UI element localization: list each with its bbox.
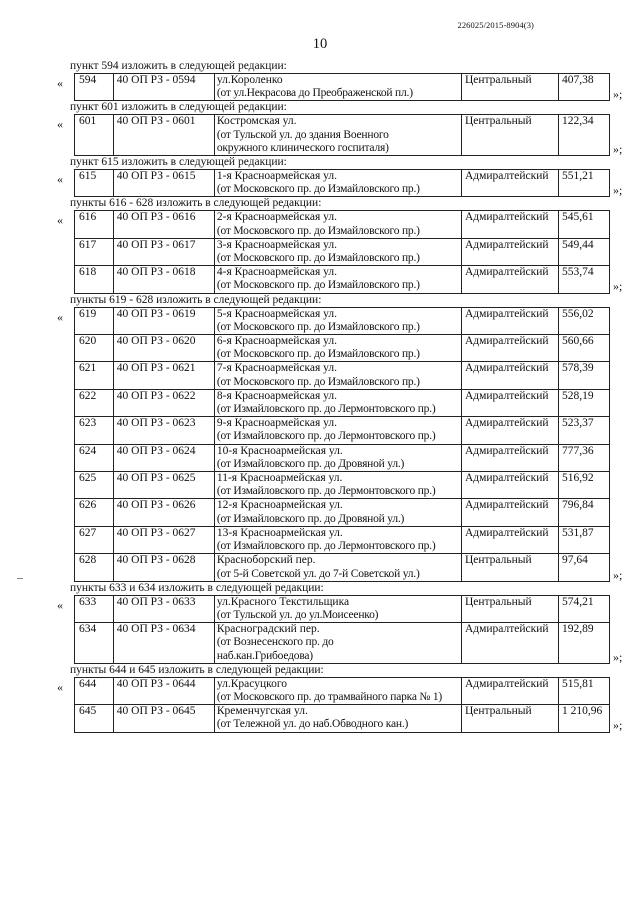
street-cell	[214, 335, 461, 362]
amendment-intro: пункты 616 - 628 изложить в следующей редакции:	[70, 197, 322, 210]
length-cell: 1 210,96	[558, 705, 609, 732]
item-number-cell: 628	[75, 554, 114, 581]
table-row	[75, 472, 610, 499]
road-code-cell: 40 ОП РЗ - 0594	[113, 74, 214, 101]
road-code-cell: 40 ОП РЗ - 0623	[113, 417, 214, 444]
document-body	[57, 60, 623, 733]
street-cell	[214, 472, 461, 499]
street-name: 7-я Красноармейская ул.	[216, 362, 338, 375]
length-cell: 516,92	[558, 472, 609, 499]
roads-table	[74, 595, 610, 664]
district-cell: Адмиралтейский	[461, 389, 558, 416]
roads-table	[74, 73, 610, 101]
close-quote: »;	[613, 279, 623, 294]
table-row	[75, 677, 610, 704]
road-code-cell: 40 ОП РЗ - 0644	[113, 677, 214, 704]
margin-mark	[17, 578, 23, 579]
district-cell: Адмиралтейский	[461, 307, 558, 334]
document-number: 226025/2015-8904(3)	[457, 20, 534, 30]
district-cell: Центральный	[461, 705, 558, 732]
road-code-cell: 40 ОП РЗ - 0626	[113, 499, 214, 526]
road-code-cell: 40 ОП РЗ - 0625	[113, 472, 214, 499]
street-segment: (от Измайловского пр. до Лермонтовского пр.)	[216, 430, 436, 443]
amendment-intro: пункт 601 изложить в следующей редакции:	[70, 101, 287, 114]
street-cell	[214, 444, 461, 471]
amendment-intro: пункты 644 и 645 изложить в следующей редакции:	[70, 663, 324, 676]
item-number-cell: 621	[75, 362, 114, 389]
road-code-cell: 40 ОП РЗ - 0621	[113, 362, 214, 389]
street-segment: (от Измайловского пр. до Лермонтовского пр.)	[216, 485, 436, 498]
length-cell: 574,21	[558, 595, 609, 622]
open-quote: «	[57, 172, 63, 187]
amendment-block	[57, 114, 623, 156]
street-cell	[214, 266, 461, 293]
district-cell: Центральный	[461, 115, 558, 156]
street-name: ул.Красного Текстильщика	[216, 595, 350, 608]
amendment-block	[57, 169, 623, 198]
amendment-block	[57, 307, 623, 582]
street-name: ул.Короленко	[216, 74, 283, 86]
street-name: 13-я Красноармейская ул.	[216, 526, 343, 539]
close-quote: »;	[613, 183, 623, 198]
street-cell	[214, 526, 461, 553]
street-segment: окружного клинического госпиталя)	[216, 141, 389, 154]
street-name: 8-я Красноармейская ул.	[216, 389, 338, 402]
table-row	[75, 417, 610, 444]
street-name: ул.Красуцкого	[216, 677, 288, 690]
item-number-cell: 624	[75, 444, 114, 471]
amendment-intro: пункты 619 - 628 изложить в следующей редакции:	[70, 293, 322, 306]
district-cell: Адмиралтейский	[461, 238, 558, 265]
item-number-cell: 619	[75, 307, 114, 334]
district-cell: Адмиралтейский	[461, 362, 558, 389]
street-cell	[214, 705, 461, 732]
street-segment: (от Московского пр. до Измайловского пр.)	[216, 348, 420, 361]
street-cell	[214, 595, 461, 622]
open-quote: «	[57, 213, 63, 228]
street-segment: (от 5-й Советской ул. до 7-й Советской ул.)	[216, 567, 420, 580]
street-name: Костромская ул.	[216, 115, 297, 128]
district-cell: Адмиралтейский	[461, 266, 558, 293]
table-row	[75, 74, 610, 101]
table-row	[75, 554, 610, 581]
road-code-cell: 40 ОП РЗ - 0617	[113, 238, 214, 265]
street-cell	[214, 170, 461, 197]
district-cell: Адмиралтейский	[461, 417, 558, 444]
table-row	[75, 362, 610, 389]
road-code-cell: 40 ОП РЗ - 0619	[113, 307, 214, 334]
length-cell: 556,02	[558, 307, 609, 334]
district-cell: Адмиралтейский	[461, 526, 558, 553]
item-number-cell: 622	[75, 389, 114, 416]
street-segment: (от Тульской ул. до ул.Моисеенко)	[216, 608, 379, 621]
length-cell: 192,89	[558, 623, 609, 664]
length-cell: 528,19	[558, 389, 609, 416]
close-quote: »;	[613, 718, 623, 733]
street-cell	[214, 389, 461, 416]
length-cell: 515,81	[558, 677, 609, 704]
street-segment: (от ул.Некрасова до Преображенской пл.)	[216, 87, 413, 100]
item-number-cell: 644	[75, 677, 114, 704]
length-cell: 796,84	[558, 499, 609, 526]
roads-table	[74, 169, 610, 197]
table-row	[75, 444, 610, 471]
length-cell: 553,74	[558, 266, 609, 293]
length-cell: 777,36	[558, 444, 609, 471]
road-code-cell: 40 ОП РЗ - 0633	[113, 595, 214, 622]
item-number-cell: 620	[75, 335, 114, 362]
roads-table	[74, 677, 610, 733]
item-number-cell: 617	[75, 238, 114, 265]
roads-table	[74, 307, 610, 582]
street-cell	[214, 115, 461, 156]
item-number-cell: 627	[75, 526, 114, 553]
street-segment: (от Московского пр. до Измайловского пр.)	[216, 320, 420, 333]
district-cell: Центральный	[461, 595, 558, 622]
road-code-cell: 40 ОП РЗ - 0620	[113, 335, 214, 362]
table-row	[75, 266, 610, 293]
open-quote: «	[57, 309, 63, 324]
street-name: 2-я Красноармейская ул.	[216, 211, 338, 224]
length-cell: 560,66	[558, 335, 609, 362]
item-number-cell: 623	[75, 417, 114, 444]
street-segment: (от Измайловского пр. до Лермонтовского пр.)	[216, 403, 436, 416]
item-number-cell: 601	[75, 115, 114, 156]
close-quote: »;	[613, 141, 623, 156]
item-number-cell: 615	[75, 170, 114, 197]
length-cell: 531,87	[558, 526, 609, 553]
table-row	[75, 115, 610, 156]
table-row	[75, 705, 610, 732]
district-cell: Адмиралтейский	[461, 677, 558, 704]
district-cell: Адмиралтейский	[461, 623, 558, 664]
road-code-cell: 40 ОП РЗ - 0627	[113, 526, 214, 553]
street-name: 10-я Красноармейская ул.	[216, 444, 343, 457]
roads-table	[74, 210, 610, 293]
street-segment: (от Тележной ул. до наб.Обводного кан.)	[216, 718, 409, 731]
street-name: 5-я Красноармейская ул.	[216, 307, 338, 320]
district-cell: Адмиралтейский	[461, 335, 558, 362]
item-number-cell: 626	[75, 499, 114, 526]
item-number-cell: 616	[75, 211, 114, 238]
district-cell: Центральный	[461, 554, 558, 581]
road-code-cell: 40 ОП РЗ - 0616	[113, 211, 214, 238]
table-row	[75, 499, 610, 526]
open-quote: «	[57, 76, 63, 90]
length-cell: 122,34	[558, 115, 609, 156]
street-cell	[214, 677, 461, 704]
street-cell	[214, 554, 461, 581]
amendment-intro: пункт 594 изложить в следующей редакции:	[70, 60, 287, 72]
table-row	[75, 389, 610, 416]
item-number-cell: 633	[75, 595, 114, 622]
length-cell: 407,38	[558, 74, 609, 101]
amendment-block	[57, 595, 623, 664]
close-quote: »;	[613, 87, 623, 102]
item-number-cell: 645	[75, 705, 114, 732]
street-segment: (от Московского пр. до Измайловского пр.)	[216, 252, 420, 265]
street-cell	[214, 74, 461, 101]
street-name: Кременчугская ул.	[216, 705, 308, 718]
street-cell	[214, 307, 461, 334]
table-row	[75, 526, 610, 553]
street-segment: (от Измайловского пр. до Дровяной ул.)	[216, 457, 405, 470]
street-name: Красноборский пер.	[216, 554, 316, 567]
street-segment: (от Московского пр. до Измайловского пр.)	[216, 375, 420, 388]
road-code-cell: 40 ОП РЗ - 0618	[113, 266, 214, 293]
amendment-block	[57, 677, 623, 733]
street-segment: (от Вознесенского пр. до	[216, 636, 334, 649]
table-row	[75, 211, 610, 238]
street-segment: (от Московского пр. до трамвайного парка № 1)	[216, 690, 443, 703]
item-number-cell: 618	[75, 266, 114, 293]
district-cell: Адмиралтейский	[461, 499, 558, 526]
street-segment: наб.кан.Грибоедова)	[216, 649, 313, 662]
street-name: 1-я Красноармейская ул.	[216, 170, 338, 183]
table-row	[75, 335, 610, 362]
close-quote: »;	[613, 649, 623, 664]
district-cell: Адмиралтейский	[461, 472, 558, 499]
table-row	[75, 238, 610, 265]
open-quote: «	[57, 117, 63, 132]
street-name: 12-я Красноармейская ул.	[216, 499, 343, 512]
length-cell: 549,44	[558, 238, 609, 265]
street-segment: (от Московского пр. до Измайловского пр.)	[216, 279, 420, 292]
road-code-cell: 40 ОП РЗ - 0624	[113, 444, 214, 471]
page-number: 10	[312, 36, 328, 52]
street-cell	[214, 417, 461, 444]
length-cell: 523,37	[558, 417, 609, 444]
street-cell	[214, 211, 461, 238]
street-name: 11-я Красноармейская ул.	[216, 472, 343, 485]
item-number-cell: 634	[75, 623, 114, 664]
street-name: 3-я Красноармейская ул.	[216, 238, 338, 251]
open-quote: «	[57, 597, 63, 612]
street-name: 4-я Красноармейская ул.	[216, 266, 338, 279]
close-quote: »;	[613, 567, 623, 582]
table-row	[75, 170, 610, 197]
table-row	[75, 623, 610, 664]
district-cell: Центральный	[461, 74, 558, 101]
district-cell: Адмиралтейский	[461, 444, 558, 471]
length-cell: 551,21	[558, 170, 609, 197]
street-name: Красноградский пер.	[216, 623, 320, 636]
street-cell	[214, 238, 461, 265]
street-segment: (от Измайловского пр. до Дровяной ул.)	[216, 512, 405, 525]
road-code-cell: 40 ОП РЗ - 0645	[113, 705, 214, 732]
road-code-cell: 40 ОП РЗ - 0615	[113, 170, 214, 197]
item-number-cell: 594	[75, 74, 114, 101]
road-code-cell: 40 ОП РЗ - 0601	[113, 115, 214, 156]
street-cell	[214, 362, 461, 389]
street-segment: (от Московского пр. до Измайловского пр.)	[216, 224, 420, 237]
street-name: 9-я Красноармейская ул.	[216, 417, 338, 430]
length-cell: 545,61	[558, 211, 609, 238]
road-code-cell: 40 ОП РЗ - 0634	[113, 623, 214, 664]
district-cell: Адмиралтейский	[461, 170, 558, 197]
length-cell: 97,64	[558, 554, 609, 581]
street-cell	[214, 499, 461, 526]
road-code-cell: 40 ОП РЗ - 0628	[113, 554, 214, 581]
length-cell: 578,39	[558, 362, 609, 389]
street-cell	[214, 623, 461, 664]
street-segment: (от Измайловского пр. до Лермонтовского пр.)	[216, 540, 436, 553]
amendment-intro: пункты 633 и 634 изложить в следующей редакции:	[70, 581, 324, 594]
open-quote: «	[57, 679, 63, 694]
table-row	[75, 307, 610, 334]
amendment-block	[57, 73, 623, 102]
roads-table	[74, 114, 610, 156]
road-code-cell: 40 ОП РЗ - 0622	[113, 389, 214, 416]
table-row	[75, 595, 610, 622]
street-segment: (от Тульской ул. до здания Военного	[216, 128, 389, 141]
street-segment: (от Московского пр. до Измайловского пр.)	[216, 183, 420, 196]
item-number-cell: 625	[75, 472, 114, 499]
district-cell: Адмиралтейский	[461, 211, 558, 238]
street-name: 6-я Красноармейская ул.	[216, 335, 338, 348]
amendment-intro: пункт 615 изложить в следующей редакции:	[70, 156, 287, 169]
amendment-block	[57, 210, 623, 294]
